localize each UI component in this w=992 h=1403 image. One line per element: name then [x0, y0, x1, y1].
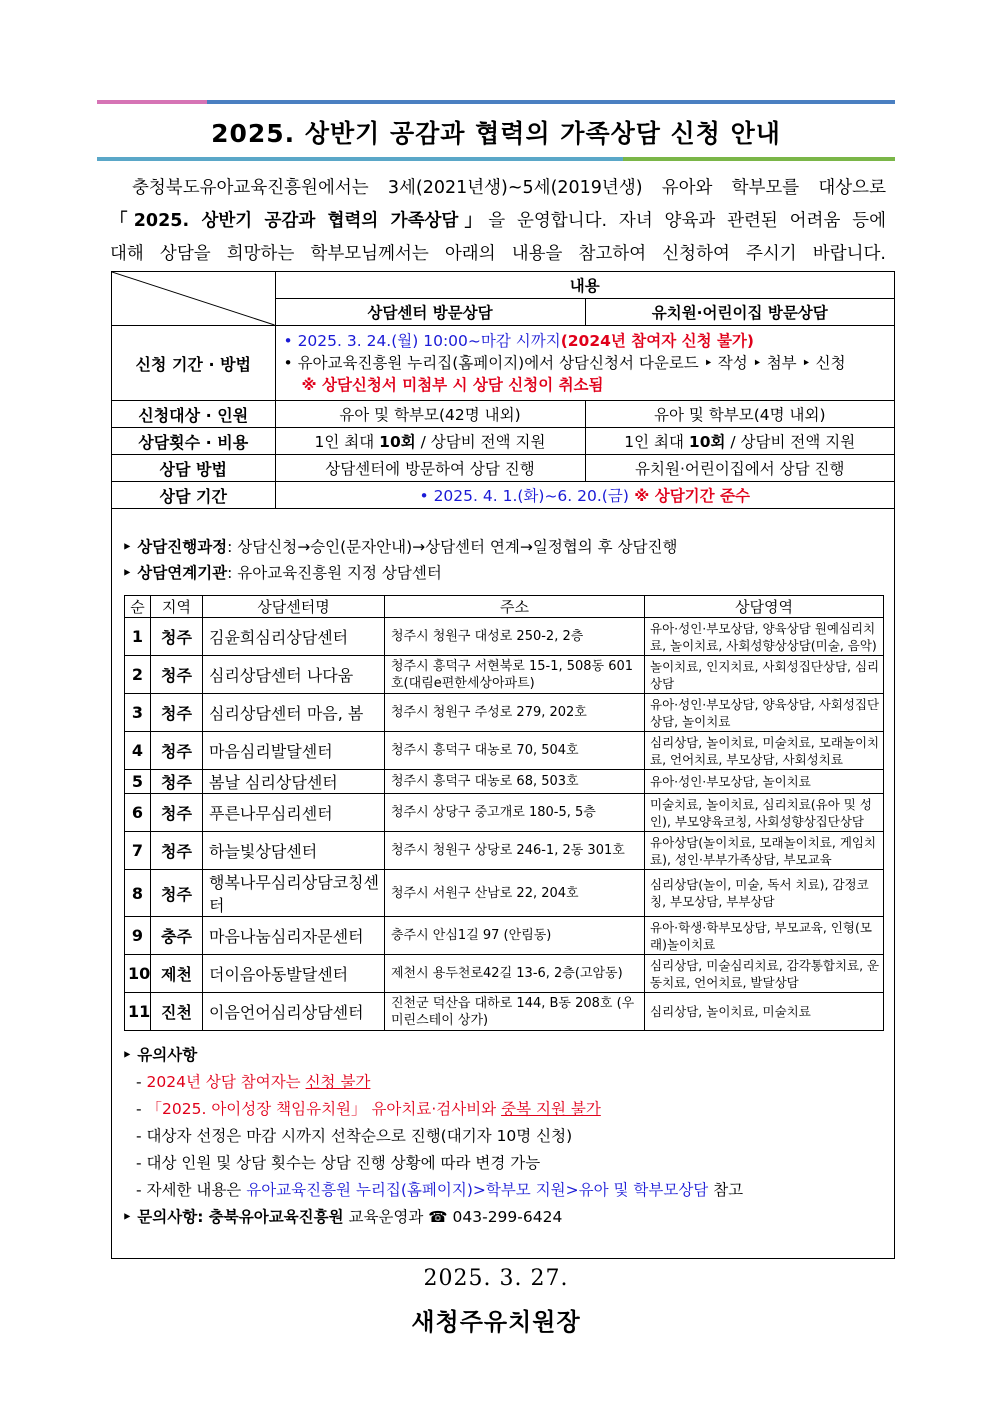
header-region: 지역: [151, 596, 203, 618]
header-area: 상담영역: [645, 596, 884, 618]
table-row: [125, 618, 884, 656]
row-region: 진천: [151, 993, 203, 1031]
centers-header-row: [125, 596, 884, 618]
row-no: 8: [125, 870, 151, 917]
row-center-name: 이음언어심리상담센터: [203, 993, 385, 1031]
apply-period: • 2025. 3. 24.(월) 10:00~마감 시까지: [283, 332, 561, 350]
row-area: 유아·학생·학부모상담, 부모교육, 인형(모래)놀이치료: [645, 917, 884, 955]
intro-line-2: [110, 205, 886, 238]
header-kinder-visit: 유치원·어린이집 방문상담: [585, 299, 894, 326]
period-value: [275, 482, 894, 509]
note-1-text: 2024년 상담 참여자는: [146, 1073, 306, 1091]
row-center-name: 심리상담센터 나다움: [203, 656, 385, 694]
row-center-name: 행복나무심리상담코칭센터: [203, 870, 385, 917]
dash: -: [136, 1073, 147, 1091]
note-item-2: [122, 1096, 743, 1123]
process-org: [122, 560, 677, 586]
process-flow: [122, 534, 677, 560]
count-prefix: 1인 최대: [624, 433, 689, 451]
row-center-name: 하늘빛상담센터: [203, 832, 385, 870]
note-2-emphasis: 중복 지원 불가: [501, 1100, 601, 1118]
row-center-name: 마음나눔심리자문센터: [203, 917, 385, 955]
header-center-name: 상담센터명: [203, 596, 385, 618]
row-area: 심리상담, 미술심리치료, 감각통합치료, 운동치료, 언어치료, 발달상담: [645, 955, 884, 993]
row-region: 청주: [151, 618, 203, 656]
row-region: 청주: [151, 770, 203, 794]
row-address: 청주시 흥덕구 대농로 68, 503호: [385, 770, 645, 794]
table-row: [125, 732, 884, 770]
process-section: [122, 534, 677, 586]
row-address: 청주시 흥덕구 서현북로 15-1, 508동 601호(대림e편한세상아파트): [385, 656, 645, 694]
row-area: 심리상담(놀이, 미술, 독서 치료), 감정코칭, 부모상담, 부부상담: [645, 870, 884, 917]
row-center-name: 김윤희심리상담센터: [203, 618, 385, 656]
row-label-target: 신청대상 · 인원: [112, 401, 275, 428]
process-org-text: : 유아교육진흥원 지정 상담센터: [227, 564, 442, 582]
row-label-period: 상담 기간: [112, 482, 275, 509]
table-row: [125, 870, 884, 917]
notes-section: [122, 1042, 743, 1231]
website-path: 유아교육진흥원 누리집(홈페이지)>학부모 지원>유아 및 학부모상담: [246, 1181, 709, 1199]
apply-line-1: [284, 330, 887, 352]
process-flow-label: ‣ 상담진행과정: [122, 538, 228, 556]
count-kinder: [585, 428, 894, 455]
diagonal-header-cell: [112, 272, 275, 326]
header-content: 내용: [275, 272, 894, 299]
row-area: 유아·성인·부모상담, 놀이치료: [645, 770, 884, 794]
row-address: 청주시 청원구 주성로 279, 202호: [385, 694, 645, 732]
row-no: 1: [125, 618, 151, 656]
period-dates: • 2025. 4. 1.(화)~6. 20.(금): [419, 487, 629, 505]
intro-line-3: 대해 상담을 희망하는 학부모님께서는 아래의 내용을 참고하여 신청하여 주시기 바랍니다.: [110, 244, 886, 264]
principal-signature: 새청주유치원장: [411, 1307, 581, 1336]
method-center: 상담센터에 방문하여 상담 진행: [275, 455, 585, 482]
row-region: 청주: [151, 794, 203, 832]
apply-restriction: (2024년 참여자 신청 불가): [560, 332, 754, 350]
table-row: [125, 832, 884, 870]
row-no: 3: [125, 694, 151, 732]
row-center-name: 더이음아동발달센터: [203, 955, 385, 993]
row-region: 제천: [151, 955, 203, 993]
target-kinder: 유아 및 학부모(4명 내외): [585, 401, 894, 428]
row-region: 충주: [151, 917, 203, 955]
row-area: 놀이치료, 인지치료, 사회성집단상담, 심리상담: [645, 656, 884, 694]
header-center-visit: 상담센터 방문상담: [275, 299, 585, 326]
contact-label: ‣ 문의사항:: [122, 1208, 209, 1226]
row-center-name: 봄날 심리상담센터: [203, 770, 385, 794]
diagonal-line: [112, 272, 275, 325]
row-region: 청주: [151, 694, 203, 732]
row-no: 11: [125, 993, 151, 1031]
table-row: [125, 656, 884, 694]
row-address: 충주시 안심1길 97 (안림동): [385, 917, 645, 955]
note-5-text: - 자세한 내용은: [136, 1181, 247, 1199]
centers-table: [124, 595, 884, 1031]
document-date: 2025. 3. 27.: [423, 1266, 569, 1291]
count-suffix: / 상담비 전액 지원: [725, 433, 856, 451]
row-address: 제천시 용두천로42길 13-6, 2층(고암동): [385, 955, 645, 993]
row-area: 유아·성인·부모상담, 양육상담 원예심리치료, 놀이치료, 사회성향상상담(미술, 음악): [645, 618, 884, 656]
note-1-emphasis: 신청 불가: [305, 1073, 371, 1091]
row-region: 청주: [151, 870, 203, 917]
count-max: 10회: [379, 433, 416, 451]
note-item-4: - 대상 인원 및 상담 횟수는 상담 진행 상황에 따라 변경 가능: [136, 1154, 541, 1172]
apply-warning: ※ 상담신청서 미첨부 시 상담 신청이 취소됨: [301, 376, 604, 394]
note-item-3: - 대상자 선정은 마감 시까지 선착순으로 진행(대기자 10명 신청): [136, 1127, 573, 1145]
row-address: 청주시 흥덕구 대농로 70, 504호: [385, 732, 645, 770]
row-region: 청주: [151, 732, 203, 770]
contact-phone: 교육운영과 ☎ 043-299-6424: [343, 1208, 563, 1226]
row-no: 9: [125, 917, 151, 955]
target-center: 유아 및 학부모(42명 내외): [275, 401, 585, 428]
row-no: 5: [125, 770, 151, 794]
row-address: 청주시 상당구 중고개로 180-5, 5층: [385, 794, 645, 832]
row-center-name: 마음심리발달센터: [203, 732, 385, 770]
intro-line-1: 충청북도유아교육진흥원에서는 3세(2021년생)~5세(2019년생) 유아와 학부모를 대상으로: [132, 178, 886, 198]
contact-org: 충북유아교육진흥원: [208, 1208, 344, 1226]
row-address: 청주시 청원구 상당로 246-1, 2동 301호: [385, 832, 645, 870]
row-no: 10: [125, 955, 151, 993]
row-label-apply: 신청 기간 · 방법: [112, 326, 275, 401]
note-item-5: [122, 1177, 743, 1204]
count-suffix: / 상담비 전액 지원: [415, 433, 546, 451]
contact-line: [122, 1204, 743, 1231]
period-notice: ※ 상담기간 준수: [628, 487, 750, 505]
row-area: 심리상담, 놀이치료, 미술치료, 모래놀이치료, 언어치료, 부모상담, 사회성치료: [645, 732, 884, 770]
content-box: [111, 271, 895, 1259]
row-area: 유아·성인·부모상담, 양육상담, 사회성집단상담, 놀이치료: [645, 694, 884, 732]
method-kinder: 유치원·어린이집에서 상담 진행: [585, 455, 894, 482]
table-row: [125, 955, 884, 993]
header-address: 주소: [385, 596, 645, 618]
note-2-text: 「2025. 아이성장 책임유치원」 유아치료·검사비와: [146, 1100, 502, 1118]
row-label-count: 상담횟수 · 비용: [112, 428, 275, 455]
info-table: [112, 272, 894, 509]
note-item-1: [122, 1069, 743, 1096]
process-flow-text: : 상담신청→승인(문자안내)→상담센터 연계→일정협의 후 상담진행: [227, 538, 678, 556]
row-region: 청주: [151, 656, 203, 694]
row-no: 7: [125, 832, 151, 870]
note-5-suffix: 참고: [708, 1181, 744, 1199]
dash: -: [136, 1100, 147, 1118]
title-bottom-bar: [97, 157, 895, 161]
intro-paragraph: [110, 172, 886, 271]
table-row: [125, 794, 884, 832]
count-prefix: 1인 최대: [314, 433, 380, 451]
page-title: 2025. 상반기 공감과 협력의 가족상담 신청 안내: [211, 119, 781, 148]
row-area: 심리상담, 놀이치료, 미술치료: [645, 993, 884, 1031]
row-no: 6: [125, 794, 151, 832]
process-org-label: ‣ 상담연계기관: [122, 564, 228, 582]
row-center-name: 심리상담센터 마음, 봄: [203, 694, 385, 732]
row-region: 청주: [151, 832, 203, 870]
row-area: 유아상담(놀이치료, 모래놀이치료, 게임치료), 성인·부부가족상담, 부모교육: [645, 832, 884, 870]
count-center: [275, 428, 585, 455]
header-no: 순: [125, 596, 151, 618]
title-top-bar: [97, 100, 895, 104]
row-no: 4: [125, 732, 151, 770]
notes-heading: ‣ 유의사항: [122, 1046, 198, 1064]
table-row: [125, 917, 884, 955]
table-row: [125, 993, 884, 1031]
row-address: 청주시 청원구 대성로 250-2, 2층: [385, 618, 645, 656]
apply-details: [275, 326, 894, 401]
intro-line-2-rest: 을 운영합니다. 자녀 양육과 관련된 어려움 등에: [488, 211, 886, 231]
count-max: 10회: [688, 433, 726, 451]
row-label-method: 상담 방법: [112, 455, 275, 482]
row-center-name: 푸른나무심리센터: [203, 794, 385, 832]
row-area: 미술치료, 놀이치료, 심리치료(유아 및 성인), 부모양육코칭, 사회성향상집단상담: [645, 794, 884, 832]
row-no: 2: [125, 656, 151, 694]
table-row: [125, 770, 884, 794]
row-address: 진천군 덕산읍 대하로 144, B동 208호 (우미린스테이 상가): [385, 993, 645, 1031]
apply-line-2: • 유아교육진흥원 누리집(홈페이지)에서 상담신청서 다운로드 ‣ 작성 ‣ 첨부 ‣ 신청: [283, 354, 846, 372]
table-row: [125, 694, 884, 732]
program-name: 「2025. 상반기 공감과 협력의 가족상담」: [110, 211, 489, 231]
row-address: 청주시 서원구 산남로 22, 204호: [385, 870, 645, 917]
